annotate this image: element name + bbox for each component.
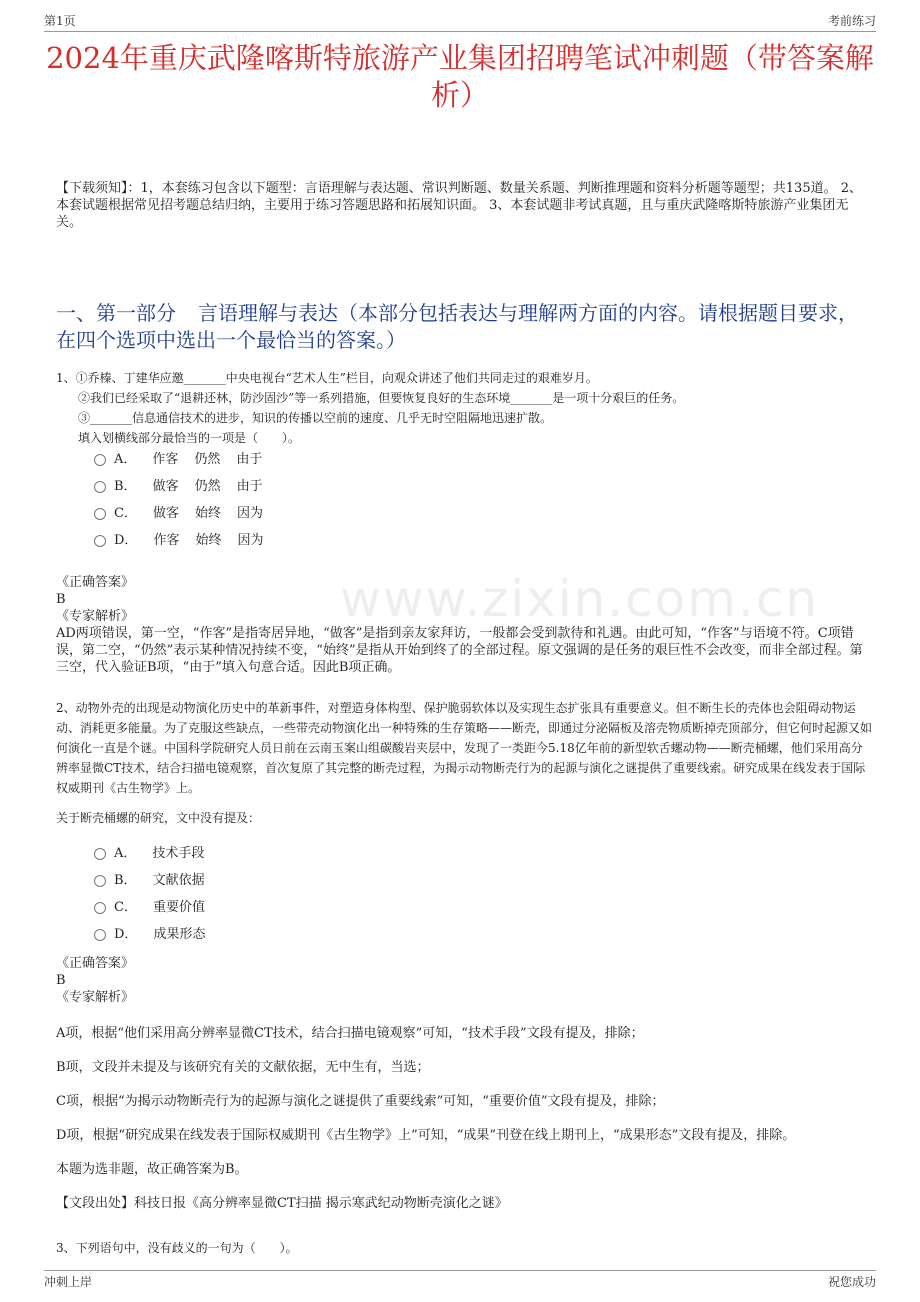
radio-icon[interactable]	[94, 848, 106, 860]
radio-icon[interactable]	[94, 875, 106, 887]
question-1-answer-block	[56, 574, 874, 676]
page-number: 第1页	[44, 14, 76, 28]
question-2-analysis	[56, 1025, 874, 1229]
question-2-stem: 关于断壳桶螺的研究，文中没有提及：	[56, 811, 261, 825]
question-2-option-d[interactable]: D． 成果形态	[94, 921, 494, 948]
analysis-item-b: B项，文段并未提及与该研究有关的文献依据，无中生有，当选；	[56, 1060, 430, 1075]
section-number: 一、第一部分	[56, 301, 176, 325]
analysis-item-a: A项，根据“他们采用高分辨率显微CT技术，结合扫描电镜观察”可知，“技术手段”文段有提及，排除；	[56, 1026, 644, 1041]
analysis-label: 《专家解析》	[56, 609, 135, 624]
header-divider	[44, 31, 876, 32]
question-1-option-a[interactable]: A． 作客 仍然 由于	[94, 446, 494, 473]
watermark: www.zixin.com.cn	[340, 570, 820, 628]
section-heading	[56, 300, 874, 354]
document-title: 2024年重庆武隆喀斯特旅游产业集团招聘笔试冲刺题（带答案解析）	[46, 41, 874, 112]
answer-value: B	[56, 973, 66, 988]
radio-icon[interactable]	[94, 929, 106, 941]
question-2-answer-block	[56, 955, 874, 1006]
question-1-stem: 填入划横线部分最恰当的一项是（ ）。	[78, 431, 301, 445]
question-2-option-c[interactable]: C． 重要价值	[94, 894, 494, 921]
question-2-passage: 2、动物外壳的出现是动物演化历史中的革新事件，对塑造身体构型、保护脆弱软体以及实现生态扩张具有重要意义。但不断生长的壳体也会阻碍动物运动、消耗更多能量。为了克服这些缺点，一些带壳动物演化出一种特殊的生存策略——断壳，即通过分泌隔板及溶壳物质断掉壳顶部分，但它何时起源又如何演化一直是个谜。中国科学院研究人员日前在云南玉案山组碳酸岩夹层中，发现了一类距今5.18亿年前的新型软舌螺动物——断壳桶螺，他们采用高分辨率显微CT技术，结合扫描电镜观察，首次复原了其完整的断壳过程，为揭示动物断壳行为的起源与演化之谜提供了重要线索。研究成果在线发表于国际权威期刊《古生物学》上。	[56, 701, 873, 795]
analysis-label: 《专家解析》	[56, 990, 135, 1005]
question-1	[56, 368, 874, 448]
question-3-stem: 3、下列语句中，没有歧义的一句为（ ）。	[56, 1241, 298, 1255]
answer-label: 《正确答案》	[56, 575, 135, 590]
header-label: 考前练习	[827, 14, 876, 28]
question-1-option-b[interactable]: B． 做客 仍然 由于	[94, 473, 494, 500]
footer-left-text: 冲刺上岸	[44, 1275, 93, 1289]
question-1-line-2: ②我们已经采取了“退耕还林，防沙固沙”等一系列措施，但要恢复良好的生态环境_______是一项十分艰巨的任务。	[78, 391, 685, 405]
footer-divider	[44, 1270, 876, 1271]
question-1-line-3: ③_______信息通信技术的进步，知识的传播以空前的速度、几乎无时空阻隔地迅速扩散。	[78, 411, 553, 425]
analysis-text: AD两项错误，第一空，“作客”是指寄居异地，“做客”是指到亲友家拜访，一般都会受到款待和礼遇。由此可知，“作客”与语境不符。C项错误，第二空，“仍然”表示某种情况持续不变，“始终”是指从开始到终了的全部过程。原文强调的是任务的艰巨性不会改变，而非全部过程。第三空，代入验证B项，“由于”填入句意合适。因此B项正确。	[56, 626, 863, 675]
download-notice: 【下载须知】：1，本套练习包含以下题型：言语理解与表达题、常识判断题、数量关系题、判断推理题和资料分析题等题型；共135道。 2、本套试题根据常见招考题总结归纳，主要用于练习答题思路和拓展知识面。 3、本套试题非考试真题，且与重庆武隆喀斯特旅游产业集团无关。	[56, 181, 862, 230]
page-footer	[44, 1273, 876, 1291]
page-header	[44, 12, 876, 30]
analysis-item-d: D项，根据“研究成果在线发表于国际权威期刊《古生物学》上”可知，“成果”刊登在线上期刊上，“成果形态”文段有提及，排除。	[56, 1128, 796, 1143]
footer-right-text: 祝您成功	[827, 1275, 876, 1289]
question-2-option-b[interactable]: B． 文献依据	[94, 867, 494, 894]
question-1-options	[94, 446, 494, 554]
question-1-line-1: 1、①乔榛、丁建华应邀_______中央电视台“艺术人生”栏目，向观众讲述了他们共同走过的艰难岁月。	[56, 371, 598, 385]
passage-source: 【文段出处】科技日报《高分辨率显微CT扫描 揭示寒武纪动物断壳演化之谜》	[56, 1196, 508, 1211]
analysis-item-c: C项，根据“为揭示动物断壳行为的起源与演化之谜提供了重要线索”可知，“重要价值”文段有提及，排除；	[56, 1094, 665, 1109]
section-description: 言语理解与表达（本部分包括表达与理解两方面的内容。请根据题目要求，在四个选项中选出一个最恰当的答案。）	[56, 301, 858, 352]
radio-icon[interactable]	[94, 508, 106, 520]
answer-label: 《正确答案》	[56, 956, 135, 971]
question-2-options	[94, 840, 494, 948]
question-1-option-d[interactable]: D． 作客 始终 因为	[94, 527, 494, 554]
answer-value: B	[56, 592, 66, 607]
radio-icon[interactable]	[94, 481, 106, 493]
radio-icon[interactable]	[94, 535, 106, 547]
question-2-option-a[interactable]: A． 技术手段	[94, 840, 494, 867]
analysis-conclusion: 本题为选非题，故正确答案为B。	[56, 1162, 248, 1177]
radio-icon[interactable]	[94, 454, 106, 466]
radio-icon[interactable]	[94, 902, 106, 914]
question-1-option-c[interactable]: C． 做客 始终 因为	[94, 500, 494, 527]
